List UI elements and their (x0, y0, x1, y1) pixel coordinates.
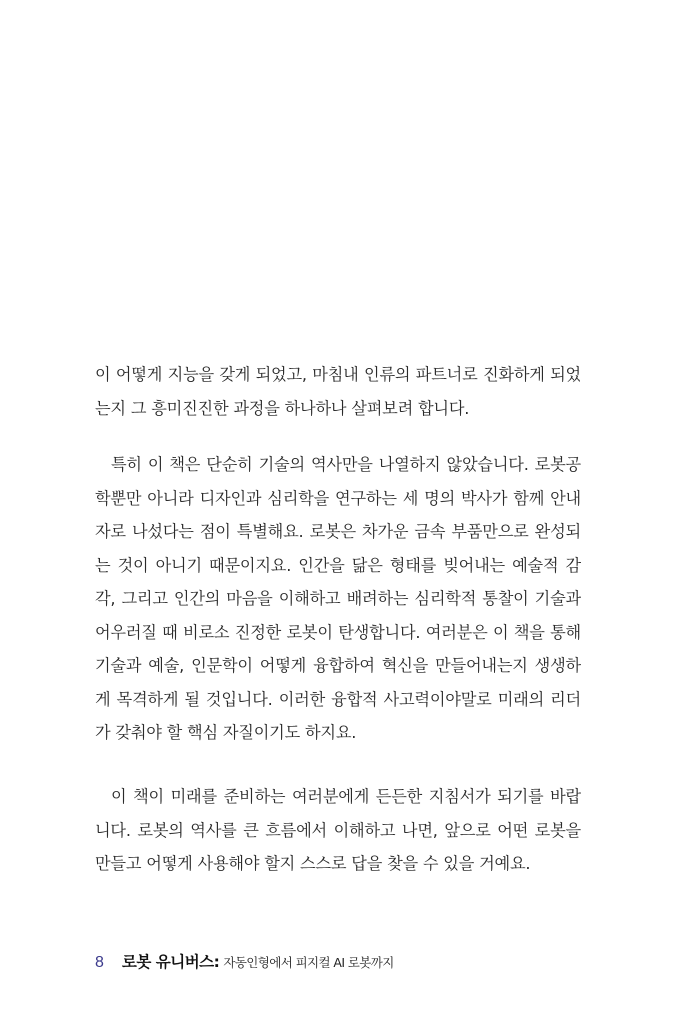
paragraph-1 (95, 358, 581, 425)
text-line: 만들고 어떻게 사용해야 할지 스스로 답을 찾을 수 있을 거예요. (95, 854, 531, 873)
text-line: 니다. 로봇의 역사를 큰 흐름에서 이해하고 나면, 앞으로 어떤 로봇을 (95, 820, 581, 840)
text-line: 각, 그리고 인간의 마음을 이해하고 배려하는 심리학적 통찰이 기술과 (95, 589, 581, 608)
paragraph-2 (95, 448, 581, 750)
text-line: 기술과 예술, 인문학이 어떻게 융합하여 혁신을 만들어내는지 생생하 (95, 656, 581, 675)
page-footer (95, 950, 394, 972)
text-line: 이 책이 미래를 준비하는 여러분에게 든든한 지침서가 되기를 바랍 (111, 787, 581, 806)
text-line: 는 것이 아니기 때문이지요. 인간을 닮은 형태를 빚어내는 예술적 감 (95, 555, 581, 575)
text-line: 는지 그 흥미진진한 과정을 하나하나 살펴보려 합니다. (95, 398, 470, 418)
page-number: 8 (95, 954, 104, 971)
text-line: 학뿐만 아니라 디자인과 심리학을 연구하는 세 명의 박사가 함께 안내 (95, 488, 581, 508)
text-line: 이 어떻게 지능을 갖게 되었고, 마침내 인류의 파트너로 진화하게 되었 (95, 365, 581, 384)
paragraph-3 (95, 780, 581, 881)
text-line: 게 목격하게 될 것입니다. 이러한 융합적 사고력이야말로 미래의 리더 (95, 689, 581, 709)
text-line: 자로 나섰다는 점이 특별해요. 로봇은 차가운 금속 부품만으로 완성되 (95, 522, 581, 541)
text-line: 특히 이 책은 단순히 기술의 역사만을 나열하지 않았습니다. 로봇공 (111, 455, 581, 474)
book-title: 로봇 유니버스: (121, 953, 220, 971)
text-line: 어우러질 때 비로소 진정한 로봇이 탄생합니다. 여러분은 이 책을 통해 (95, 622, 581, 642)
text-line: 가 갖춰야 할 핵심 자질이기도 하지요. (95, 723, 357, 742)
book-subtitle: 자동인형에서 피지컬 AI 로봇까지 (223, 955, 394, 970)
